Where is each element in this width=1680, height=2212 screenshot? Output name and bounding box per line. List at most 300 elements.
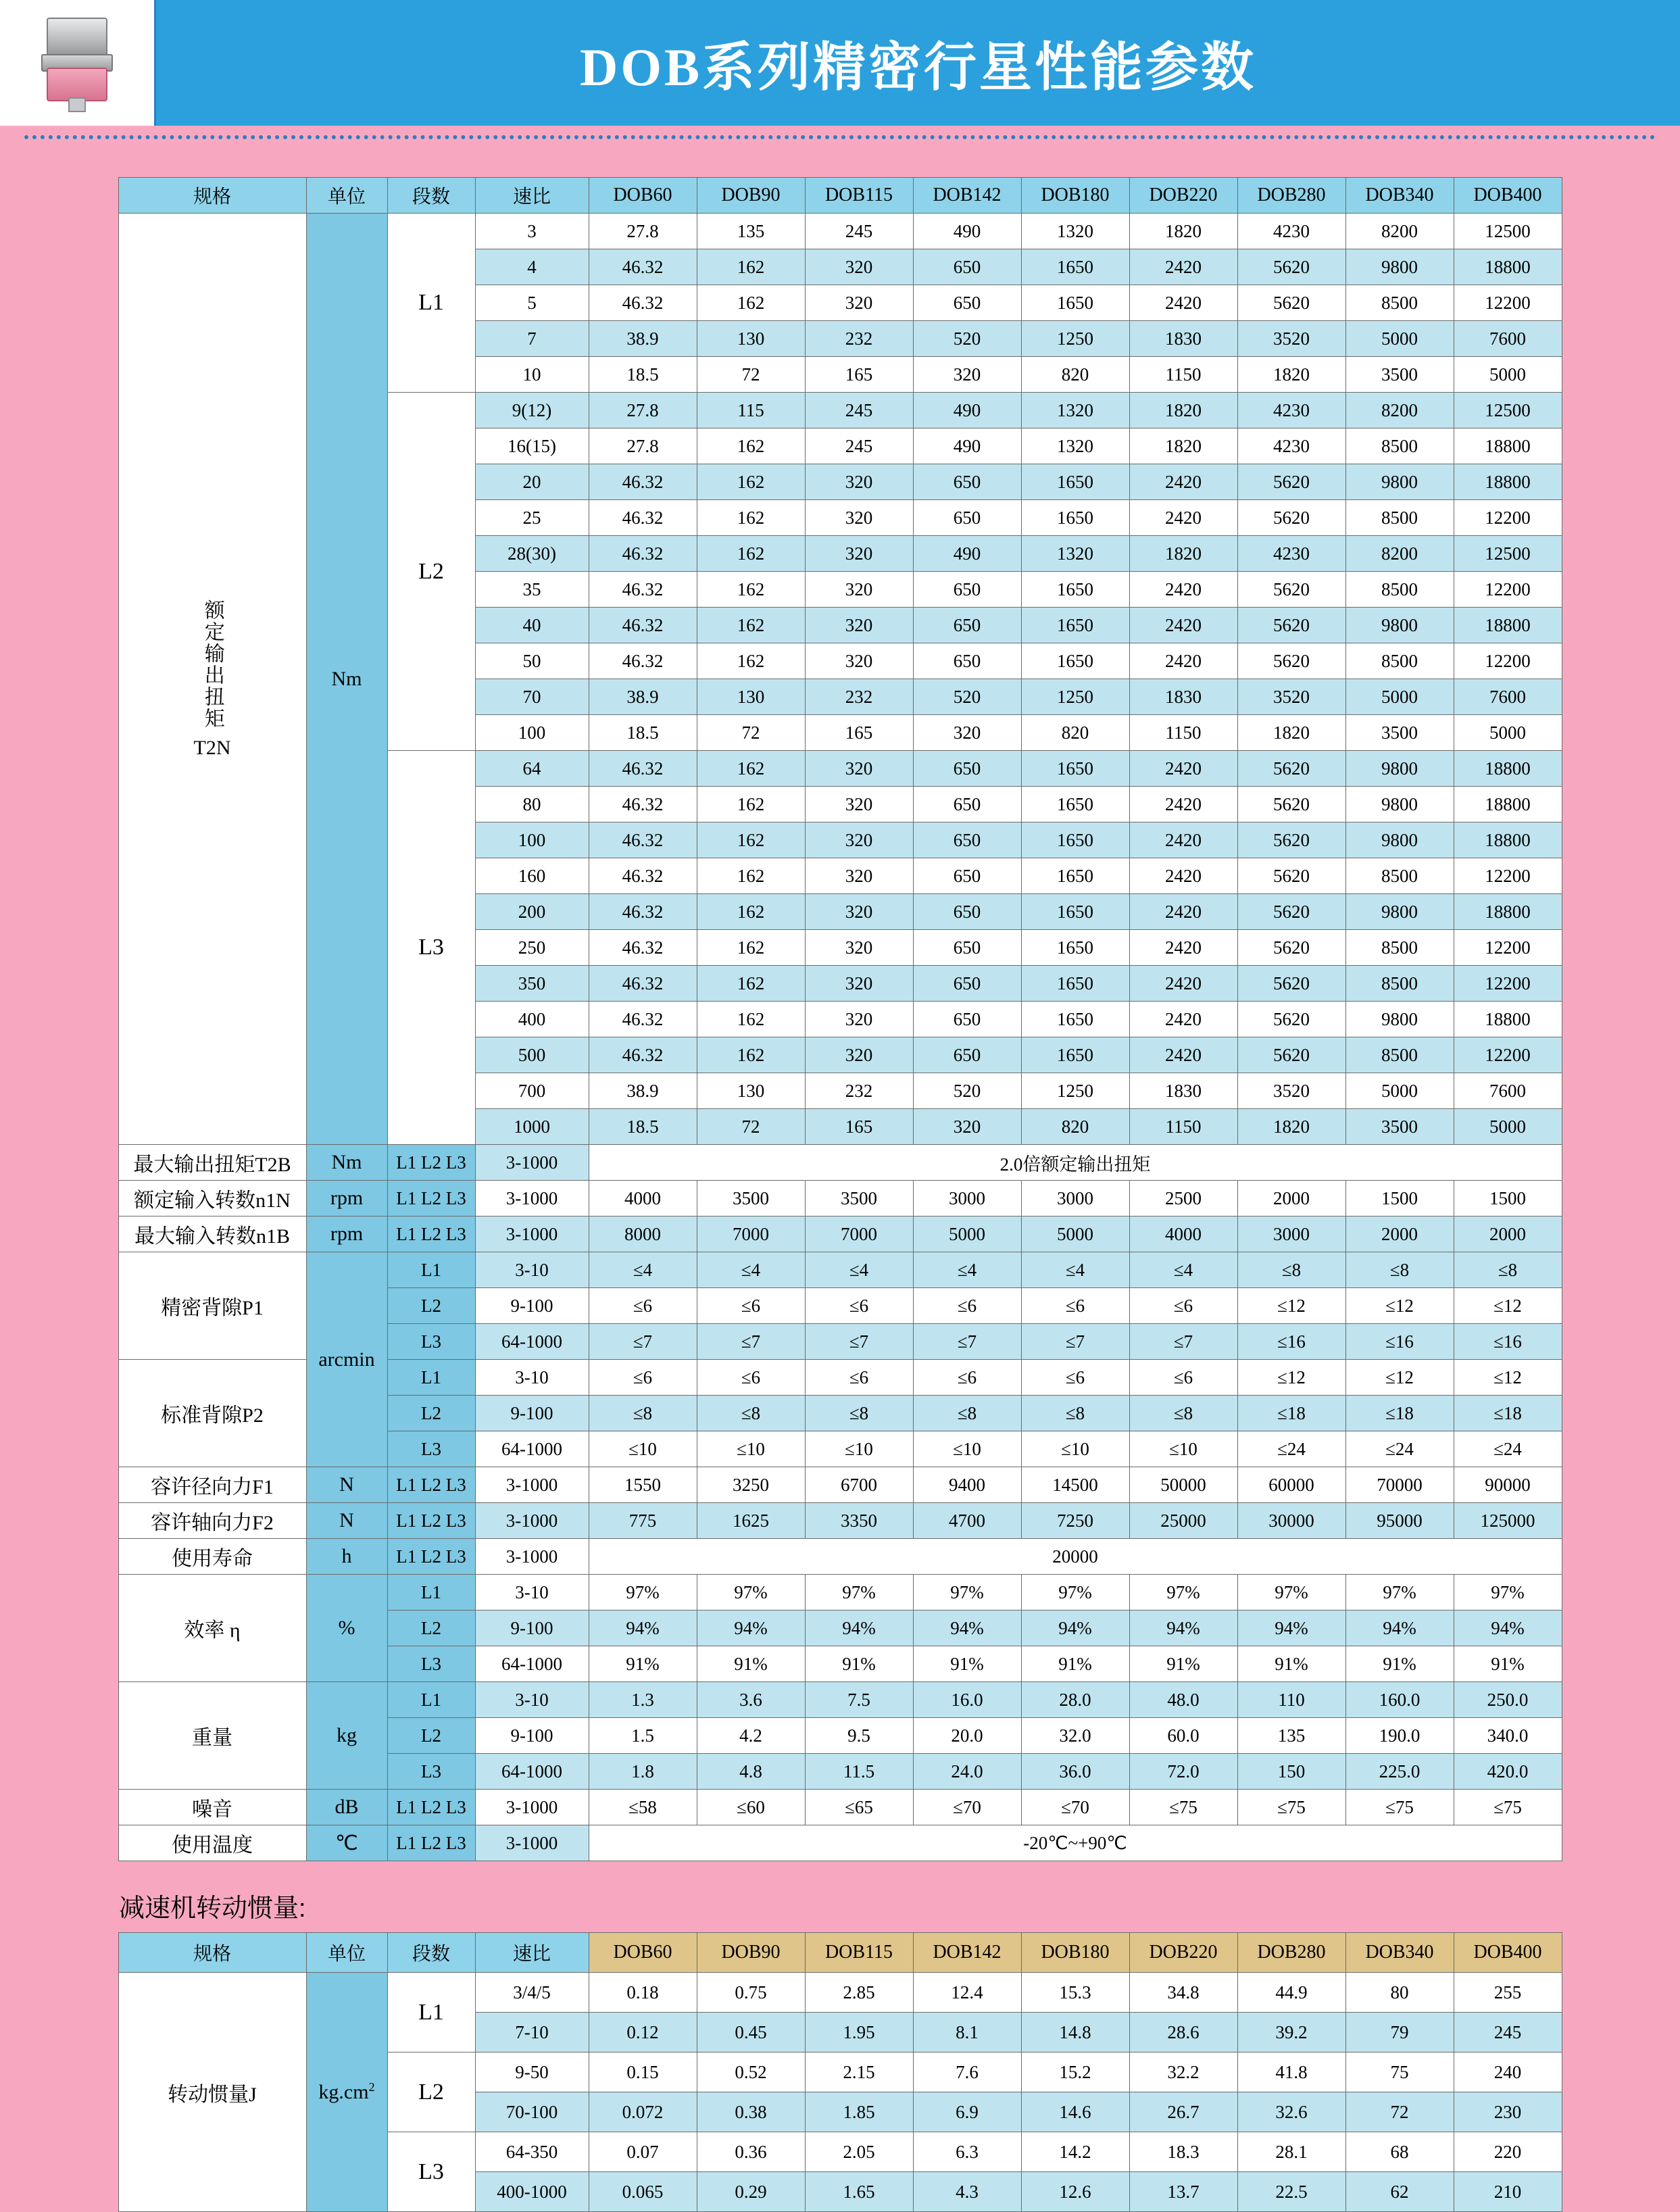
value-cell: 650 [913,285,1021,321]
value-cell: 320 [805,572,913,608]
noise-unit: dB [306,1790,387,1825]
inertia-ratio: 64-350 [475,2132,589,2172]
inertia-value: 14.6 [1021,2092,1129,2132]
value-cell: 162 [697,464,805,500]
value-cell: 320 [805,966,913,1002]
ratio-cell: 9(12) [475,393,589,428]
inertia-value: 15.2 [1021,2053,1129,2092]
value-cell: 820 [1021,1109,1129,1145]
backlash-value: ≤16 [1345,1324,1454,1360]
value-cell: 46.32 [589,572,697,608]
precision-backlash-label: 精密背隙P1 [118,1252,306,1360]
backlash-stage: L3 [387,1324,475,1360]
value-cell: 8500 [1345,930,1454,966]
weight-value: 16.0 [913,1682,1021,1718]
value-cell: 1820 [1237,357,1345,393]
noise-value: ≤70 [1021,1790,1129,1825]
value-cell: 1820 [1129,214,1237,249]
value-cell: 162 [697,608,805,643]
backlash-unit: arcmin [306,1252,387,1467]
ratio-cell: 100 [475,715,589,751]
weight-value: 225.0 [1345,1754,1454,1790]
weight-stage: L2 [387,1718,475,1754]
value-cell: 650 [913,751,1021,787]
inertia-value: 0.75 [697,1973,805,2013]
backlash-value: ≤24 [1345,1431,1454,1467]
inertia-value: 210 [1454,2172,1562,2212]
inertia-value: 0.36 [697,2132,805,2172]
value-cell: 320 [805,858,913,894]
weight-value: 28.0 [1021,1682,1129,1718]
max-speed-value: 4000 [1129,1216,1237,1252]
value-cell: 8500 [1345,428,1454,464]
backlash-value: ≤12 [1454,1360,1562,1396]
value-cell: 320 [805,464,913,500]
value-cell: 2420 [1129,285,1237,321]
value-cell: 1820 [1129,428,1237,464]
weight-value: 340.0 [1454,1718,1562,1754]
efficiency-unit: % [306,1575,387,1682]
backlash-value: ≤6 [589,1360,697,1396]
value-cell: 8500 [1345,285,1454,321]
backlash-value: ≤10 [697,1431,805,1467]
weight-value: 110 [1237,1682,1345,1718]
value-cell: 320 [805,500,913,536]
value-cell: 46.32 [589,822,697,858]
value-cell: 2420 [1129,894,1237,930]
value-cell: 3520 [1237,321,1345,357]
value-cell: 1150 [1129,1109,1237,1145]
efficiency-value: 97% [1021,1575,1129,1611]
max-torque-stage: L1 L2 L3 [387,1145,475,1181]
weight-value: 20.0 [913,1718,1021,1754]
weight-value: 1.8 [589,1754,697,1790]
inertia-value: 28.6 [1129,2013,1237,2053]
value-cell: 320 [805,787,913,822]
backlash-value: ≤8 [1129,1396,1237,1431]
backlash-value: ≤10 [1129,1431,1237,1467]
axial-force-value: 775 [589,1503,697,1539]
value-cell: 12200 [1454,643,1562,679]
backlash-value: ≤6 [913,1360,1021,1396]
value-cell: 2420 [1129,249,1237,285]
backlash-value: ≤6 [1021,1288,1129,1324]
value-cell: 320 [913,715,1021,751]
axial-force-value: 25000 [1129,1503,1237,1539]
value-cell: 8200 [1345,536,1454,572]
value-cell: 18800 [1454,1002,1562,1037]
value-cell: 490 [913,393,1021,428]
inertia-value: 75 [1345,2053,1454,2092]
efficiency-value: 94% [913,1611,1021,1646]
efficiency-value: 91% [805,1646,913,1682]
temperature-stage: L1 L2 L3 [387,1825,475,1861]
column-header-7: DOB142 [913,178,1021,214]
weight-ratio: 3-10 [475,1682,589,1718]
column-header-5: DOB90 [697,178,805,214]
value-cell: 245 [805,214,913,249]
value-cell: 162 [697,643,805,679]
efficiency-value: 97% [697,1575,805,1611]
backlash-value: ≤12 [1454,1288,1562,1324]
axial-force-ratio: 3-1000 [475,1503,589,1539]
efficiency-value: 91% [697,1646,805,1682]
ratio-cell: 50 [475,643,589,679]
value-cell: 5620 [1237,500,1345,536]
value-cell: 8500 [1345,572,1454,608]
inertia-value: 1.85 [805,2092,913,2132]
value-cell: 2420 [1129,1002,1237,1037]
value-cell: 650 [913,500,1021,536]
inertia-section-title: 减速机转动惯量: [119,1894,306,1923]
value-cell: 5620 [1237,643,1345,679]
backlash-value: ≤4 [697,1252,805,1288]
value-cell: 7600 [1454,679,1562,715]
value-cell: 165 [805,357,913,393]
backlash-value: ≤10 [805,1431,913,1467]
value-cell: 5620 [1237,894,1345,930]
ratio-cell: 70 [475,679,589,715]
value-cell: 490 [913,428,1021,464]
ratio-cell: 10 [475,357,589,393]
max-speed-value: 2000 [1454,1216,1562,1252]
value-cell: 46.32 [589,894,697,930]
value-cell: 12500 [1454,214,1562,249]
value-cell: 46.32 [589,643,697,679]
value-cell: 18800 [1454,464,1562,500]
radial-force-stage: L1 L2 L3 [387,1467,475,1503]
backlash-value: ≤6 [589,1288,697,1324]
value-cell: 162 [697,1002,805,1037]
inertia-value: 0.52 [697,2053,805,2092]
value-cell: 2420 [1129,966,1237,1002]
value-cell: 46.32 [589,858,697,894]
value-cell: 72 [697,1109,805,1145]
value-cell: 9800 [1345,751,1454,787]
value-cell: 165 [805,715,913,751]
backlash-value: ≤24 [1237,1431,1345,1467]
inertia-column-header-0: 规格 [118,1933,306,1973]
inertia-value: 68 [1345,2132,1454,2172]
value-cell: 9800 [1345,822,1454,858]
column-header-10: DOB280 [1237,178,1345,214]
column-header-0: 规格 [118,178,306,214]
temperature-label: 使用温度 [118,1825,306,1861]
max-torque-merged: 2.0倍额定输出扭矩 [589,1145,1562,1181]
value-cell: 12200 [1454,285,1562,321]
inertia-value: 0.29 [697,2172,805,2212]
inertia-value: 32.6 [1237,2092,1345,2132]
inertia-stage: L3 [387,2132,475,2212]
radial-force-value: 6700 [805,1467,913,1503]
inertia-value: 12.4 [913,1973,1021,2013]
value-cell: 650 [913,858,1021,894]
max-speed-value: 2000 [1345,1216,1454,1252]
column-header-12: DOB400 [1454,178,1562,214]
value-cell: 520 [913,1073,1021,1109]
inertia-value: 245 [1454,2013,1562,2053]
lifetime-ratio: 3-1000 [475,1539,589,1575]
efficiency-value: 94% [697,1611,805,1646]
value-cell: 9800 [1345,894,1454,930]
value-cell: 2420 [1129,500,1237,536]
value-cell: 162 [697,500,805,536]
backlash-value: ≤18 [1237,1396,1345,1431]
backlash-ratio: 3-10 [475,1252,589,1288]
value-cell: 5620 [1237,1037,1345,1073]
radial-force-value: 3250 [697,1467,805,1503]
backlash-value: ≤6 [1129,1360,1237,1396]
value-cell: 5620 [1237,787,1345,822]
value-cell: 320 [805,1037,913,1073]
value-cell: 18800 [1454,822,1562,858]
table-row [118,1790,1562,1825]
value-cell: 3520 [1237,679,1345,715]
inertia-ratio: 70-100 [475,2092,589,2132]
weight-label: 重量 [118,1682,306,1790]
unit-torque: Nm [306,214,387,1145]
noise-value: ≤75 [1454,1790,1562,1825]
radial-force-ratio: 3-1000 [475,1467,589,1503]
inertia-value: 0.12 [589,2013,697,2053]
inertia-ratio: 400-1000 [475,2172,589,2212]
ratio-cell: 40 [475,608,589,643]
value-cell: 162 [697,822,805,858]
value-cell: 18800 [1454,249,1562,285]
weight-stage: L3 [387,1754,475,1790]
value-cell: 162 [697,966,805,1002]
noise-value: ≤75 [1345,1790,1454,1825]
inertia-column-header-7: DOB142 [913,1933,1021,1973]
page-header [0,0,1680,126]
value-cell: 162 [697,1037,805,1073]
value-cell: 162 [697,787,805,822]
value-cell: 1320 [1021,214,1129,249]
value-cell: 820 [1021,357,1129,393]
value-cell: 1820 [1129,536,1237,572]
header-divider [24,135,1656,146]
value-cell: 2420 [1129,930,1237,966]
value-cell: 5620 [1237,572,1345,608]
noise-ratio: 3-1000 [475,1790,589,1825]
gearbox-icon [26,12,128,114]
value-cell: 46.32 [589,249,697,285]
rated-speed-value: 2500 [1129,1181,1237,1216]
performance-table [118,177,1562,1861]
efficiency-value: 94% [1129,1611,1237,1646]
ratio-cell: 3 [475,214,589,249]
value-cell: 245 [805,428,913,464]
value-cell: 320 [805,643,913,679]
value-cell: 1820 [1237,715,1345,751]
weight-value: 36.0 [1021,1754,1129,1790]
value-cell: 1250 [1021,1073,1129,1109]
backlash-value: ≤6 [1021,1360,1129,1396]
inertia-value: 240 [1454,2053,1562,2092]
inertia-column-header-11: DOB340 [1345,1933,1454,1973]
table-row [118,1181,1562,1216]
rated-speed-value: 3000 [1021,1181,1129,1216]
column-header-1: 单位 [306,178,387,214]
backlash-value: ≤12 [1237,1360,1345,1396]
backlash-value: ≤4 [805,1252,913,1288]
value-cell: 650 [913,608,1021,643]
backlash-value: ≤10 [1021,1431,1129,1467]
inertia-value: 0.18 [589,1973,697,2013]
inertia-value: 14.2 [1021,2132,1129,2172]
value-cell: 18800 [1454,608,1562,643]
ratio-cell: 25 [475,500,589,536]
ratio-cell: 28(30) [475,536,589,572]
weight-ratio: 9-100 [475,1718,589,1754]
value-cell: 72 [697,357,805,393]
weight-value: 11.5 [805,1754,913,1790]
ratio-cell: 400 [475,1002,589,1037]
inertia-unit: $kg.cm^2$ [306,1973,387,2212]
value-cell: 245 [805,393,913,428]
backlash-value: ≤8 [1454,1252,1562,1288]
value-cell: 650 [913,249,1021,285]
value-cell: 46.32 [589,464,697,500]
efficiency-label: 效率 η [118,1575,306,1682]
radial-force-value: 14500 [1021,1467,1129,1503]
ratio-cell: 16(15) [475,428,589,464]
value-cell: 5620 [1237,249,1345,285]
max-torque-unit: Nm [306,1145,387,1181]
value-cell: 38.9 [589,679,697,715]
ratio-cell: 4 [475,249,589,285]
radial-force-unit: N [306,1467,387,1503]
value-cell: 1250 [1021,321,1129,357]
rated-speed-value: 3500 [697,1181,805,1216]
inertia-value: 255 [1454,1973,1562,2013]
max-speed-value: 3000 [1237,1216,1345,1252]
backlash-value: ≤4 [1129,1252,1237,1288]
inertia-value: 6.9 [913,2092,1021,2132]
backlash-value: ≤7 [697,1324,805,1360]
inertia-value: 230 [1454,2092,1562,2132]
inertia-value: 2.85 [805,1973,913,2013]
axial-force-value: 3350 [805,1503,913,1539]
table-row [118,1145,1562,1181]
value-cell: 5620 [1237,858,1345,894]
value-cell: 7600 [1454,321,1562,357]
inertia-ratio: 7-10 [475,2013,589,2053]
value-cell: 1820 [1129,393,1237,428]
value-cell: 18800 [1454,751,1562,787]
inertia-ratio: 3/4/5 [475,1973,589,2013]
efficiency-value: 97% [1237,1575,1345,1611]
ratio-cell: 1000 [475,1109,589,1145]
value-cell: 18.5 [589,1109,697,1145]
lifetime-merged: 20000 [589,1539,1562,1575]
page-title: DOB系列精密行星性能参数 [156,0,1680,126]
value-cell: 5620 [1237,1002,1345,1037]
backlash-ratio: 9-100 [475,1396,589,1431]
backlash-value: ≤4 [1021,1252,1129,1288]
noise-value: ≤60 [697,1790,805,1825]
value-cell: 1650 [1021,500,1129,536]
max-speed-ratio: 3-1000 [475,1216,589,1252]
table-row [118,1682,1562,1718]
value-cell: 2420 [1129,858,1237,894]
value-cell: 46.32 [589,285,697,321]
efficiency-value: 94% [1345,1611,1454,1646]
value-cell: 232 [805,1073,913,1109]
column-header-8: DOB180 [1021,178,1129,214]
value-cell: 8200 [1345,214,1454,249]
backlash-value: ≤7 [805,1324,913,1360]
max-speed-value: 5000 [1021,1216,1129,1252]
value-cell: 320 [913,1109,1021,1145]
axial-force-value: 4700 [913,1503,1021,1539]
value-cell: 46.32 [589,930,697,966]
value-cell: 1650 [1021,643,1129,679]
inertia-value: 62 [1345,2172,1454,2212]
value-cell: 8200 [1345,393,1454,428]
rated-speed-stage: L1 L2 L3 [387,1181,475,1216]
max-speed-value: 5000 [913,1216,1021,1252]
value-cell: 1650 [1021,249,1129,285]
radial-force-value: 9400 [913,1467,1021,1503]
efficiency-stage: L2 [387,1611,475,1646]
inertia-value: 2.05 [805,2132,913,2172]
value-cell: 162 [697,751,805,787]
value-cell: 8500 [1345,966,1454,1002]
value-cell: 650 [913,930,1021,966]
value-cell: 650 [913,572,1021,608]
weight-value: 1.3 [589,1682,697,1718]
inertia-value: 41.8 [1237,2053,1345,2092]
value-cell: 9800 [1345,787,1454,822]
inertia-value: 34.8 [1129,1973,1237,2013]
radial-force-value: 90000 [1454,1467,1562,1503]
main-table-wrap [0,177,1680,1861]
value-cell: 46.32 [589,966,697,1002]
weight-value: 420.0 [1454,1754,1562,1790]
backlash-value: ≤8 [913,1396,1021,1431]
inertia-value: 0.45 [697,2013,805,2053]
noise-value: ≤75 [1237,1790,1345,1825]
axial-force-value: 95000 [1345,1503,1454,1539]
weight-value: 4.8 [697,1754,805,1790]
value-cell: 650 [913,822,1021,858]
inertia-stage: L1 [387,1973,475,2053]
value-cell: 320 [805,751,913,787]
weight-value: 250.0 [1454,1682,1562,1718]
value-cell: 490 [913,536,1021,572]
value-cell: 320 [805,1002,913,1037]
max-speed-unit: rpm [306,1216,387,1252]
value-cell: 18800 [1454,428,1562,464]
backlash-value: ≤4 [913,1252,1021,1288]
rated-speed-value: 1500 [1345,1181,1454,1216]
max-speed-value: 7000 [697,1216,805,1252]
efficiency-stage: L3 [387,1646,475,1682]
inertia-column-header-9: DOB220 [1129,1933,1237,1973]
inertia-value: 14.8 [1021,2013,1129,2053]
rated-speed-value: 4000 [589,1181,697,1216]
value-cell: 12200 [1454,500,1562,536]
efficiency-value: 91% [589,1646,697,1682]
max-speed-label: 最大输入转数n1B [118,1216,306,1252]
backlash-value: ≤8 [1021,1396,1129,1431]
value-cell: 130 [697,1073,805,1109]
value-cell: 320 [913,357,1021,393]
value-cell: 5620 [1237,608,1345,643]
efficiency-value: 94% [1237,1611,1345,1646]
value-cell: 5000 [1345,1073,1454,1109]
